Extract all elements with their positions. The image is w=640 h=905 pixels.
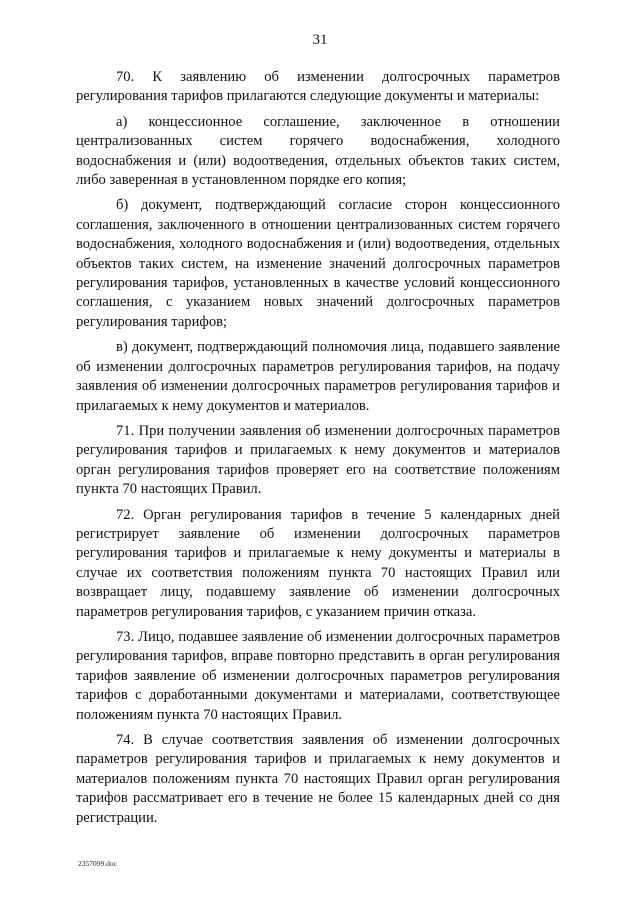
paragraph-70-b: б) документ, подтверждающий согласие сторон концессионного соглашения, заключенного в отношении централизованных систем горячего водоснабжения, холодного водоснабжения и (или) водоотведения, отдельных объектов таких систем, на изменение значений долгосрочных параметров регулирования тарифов, установленных в качестве условий концессионного соглашения, с указанием новых значений долгосрочных параметров регулирования тарифов; [76, 197, 560, 330]
paragraph-70-a: а) концессионное соглашение, заключенное в отношении централизованных систем горячего водоснабжения, холодного водоснабжения и (или) водоотведения, отдельных объектов таких систем, либо заверенная в установленном порядке его копия; [76, 113, 560, 189]
paragraph-73: 73. Лицо, подавшее заявление об изменении долгосрочных параметров регулирования тарифов, вправе повторно представить в орган регулирования тарифов заявление об изменении долгосрочных параметров регулирования тарифов с доработанными документами и материалами, соответствующее положениям пункта 70 настоящих Правил. [76, 628, 560, 723]
paragraph-74: 74. В случае соответствия заявления об изменении долгосрочных параметров регулирования тарифов и прилагаемых к нему документов и материалов положениям пункта 70 настоящих Правил орган регулирования тарифов рассматривает его в течение не более 15 календарных дней со дня регистрации. [76, 732, 560, 826]
document-body [76, 68, 560, 834]
paragraph-71: 71. При получении заявления об изменении долгосрочных параметров регулирования тарифов и прилагаемых к нему документов и материалов орган регулирования тарифов проверяет его на соответствие положениям пункта 70 настоящих Правил. [76, 422, 560, 498]
paragraph-72: 72. Орган регулирования тарифов в течение 5 календарных дней регистрирует заявление об изменении долгосрочных параметров регулирования тарифов и прилагаемые к нему документы и материалы в случае их соответствия положениям пункта 70 настоящих Правил или возвращает лицу, подавшему заявление об изменении долгосрочных параметров регулирования тарифов, с указанием причин отказа. [76, 506, 560, 620]
file-name-footer: 2357099.doc [78, 859, 117, 868]
paragraph-70: 70. К заявлению об изменении долгосрочных параметров регулирования тарифов прилагаются следующие документы и материалы: [76, 69, 560, 105]
page-number: 31 [312, 32, 328, 48]
paragraph-70-v: в) документ, подтверждающий полномочия лица, подавшего заявление об изменении долгосрочных параметров регулирования тарифов, на подачу заявления об изменении долгосрочных параметров регулирования тарифов и прилагаемых к нему документов и материалов. [76, 339, 560, 414]
